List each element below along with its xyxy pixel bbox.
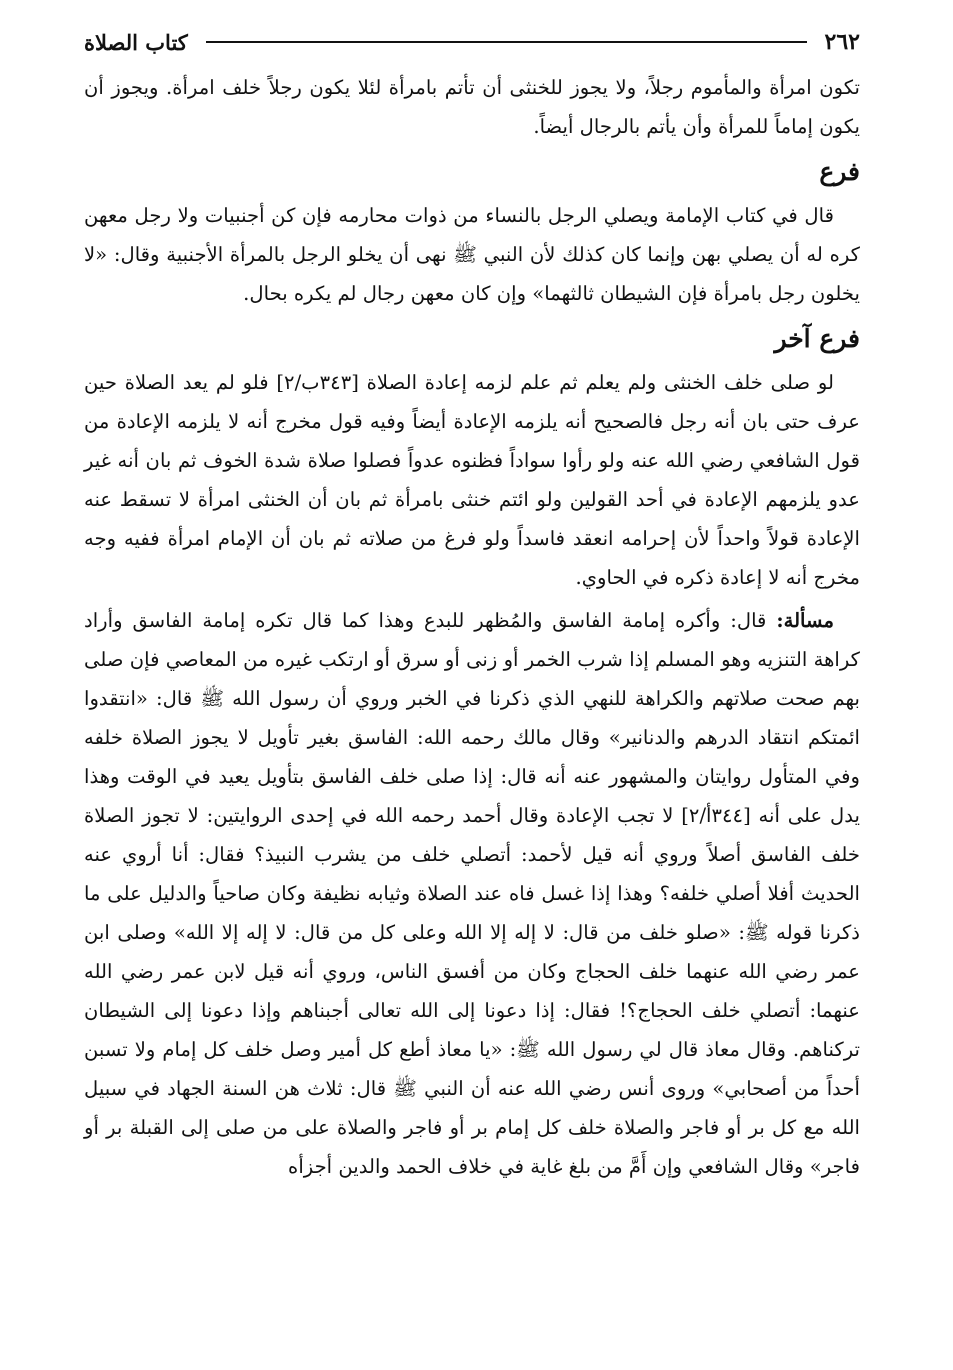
header-rule: [206, 41, 807, 43]
page-number: ٢٦٢: [824, 29, 860, 55]
masala-paragraph: [84, 601, 860, 1186]
masala-text: قال: وأكره إمامة الفاسق والمُظهر للبدع وهذا كما قال تكره إمامة الفاسق وأراد كراهة التنزيه وهو المسلم إذا شرب الخمر أو زنى أو سرق أو ارتكب غيره من المعاصي فإن صلى بهم صحت صلاتهم والكراهة للنهي الذي ذكرنا في الخبر وروي أن رسول الله ﷺ قال: «انتقدوا ائمتكم انتقاد الدرهم والدنانير» وقال مالك رحمه الله: الفاسق بغير تأويل لا يجوز الصلاة خلفه وفي المتأول روايتان والمشهور عنه أنه قال: إذا صلى خلف الفاسق بتأويل يعيد في الوقت وهذا يدل على أنه [٣٤٤أ/٢] لا تجب الإعادة وقال أحمد رحمه الله في إحدى الروايتين: لا تجوز الصلاة خلف الفاسق أصلاً وروي أنه قيل لأحمد: أتصلي خلف من يشرب النبيذ؟ فقال: أنا أروي عنه الحديث أفلا أصلي خلفه؟ وهذا إذا غسل فاه عند الصلاة وثيابه نظيفة وكان صاحياً والدليل على ما ذكرنا قوله ﷺ: «صلو خلف من قال: لا إله إلا الله وعلى كل من قال: لا إله إلا الله» وصلى ابن عمر رضي الله عنهما خلف الحجاج وكان من أفسق الناس، وروي أنه قيل لابن عمر رضي الله عنهما: أتصلي خلف الحجاج؟! فقال: إذا دعونا إلى الله تعالى أجبناهم وإذا دعونا إلى الشيطان تركناهم. وقال معاذ قال لي رسول الله ﷺ: «يا معاذ أطع كل أمير وصل خلف كل إمام ولا تسبن أحداً من أصحابي» وروى أنس رضي الله عنه أن النبي ﷺ قال: ثلاث هن السنة الجهاد في سبيل الله مع كل بر أو فاجر والصلاة خلف كل إمام بر أو فاجر والصلاة على من صلى إلى القبلة بر أو فاجر» وقال الشافعي وإن أَمَّ من بلغ غاية في خلاف الحمد والدين أجزأه: [84, 609, 860, 1178]
intro-paragraph: تكون امرأة والمأموم رجلاً، ولا يجوز للخنثى أن تأتم بامرأة لئلا يكون رجلاً خلف امرأة. ويجوز أن يكون إماماً للمرأة وأن يأتم بالرجال أيضاً.: [84, 76, 860, 138]
section-2-paragraph: لو صلى خلف الخنثى ولم يعلم ثم علم لزمه إعادة الصلاة [٣٤٣ب/٢] فلو لم يعد الصلاة حين عرف حتى بان أنه رجل فالصحيح أنه يلزمه الإعادة أيضاً وفيه قول مخرج أنه لا يلزمه الإعادة من قول الشافعي رضي الله عنه ولو رأوا سواداً فظنوه عدواً فصلوا صلاة شدة الخوف ثم بان أنه غير عدو يلزمهم الإعادة في أحد القولين ولو ائتم خنثى بامرأة ثم بان أن الخنثى امرأة لا تسقط عنه الإعادة قولاً واحداً لأن إحرامه انعقد فاسداً ولو فرغ من صلاته ثم بان أن الإمام امرأة ففيه وجه مخرج أنه لا إعادة ذكره في الحاوي.: [84, 371, 861, 589]
running-header: [84, 22, 860, 62]
book-title: كتاب الصلاة: [84, 29, 188, 55]
book-page: [84, 22, 860, 1186]
section-heading-far: فرع: [819, 157, 860, 186]
body-text: [84, 68, 860, 1186]
section-heading-far-akhar: فرع آخر: [774, 324, 860, 353]
masala-label: مسألة:: [776, 609, 834, 632]
section-1-paragraph: قال في كتاب الإمامة ويصلي الرجل بالنساء من ذوات محارمه فإن كن أجنبيات ولا رجل معهن كره له أن يصلي بهن وإنما كان كذلك لأن النبي ﷺ نهى أن يخلو الرجل بالمرأة الأجنبية وقال: «لا يخلون رجل بامرأة فإن الشيطان ثالثهما» وإن كان معهن رجال لم يكره بحال.: [84, 204, 860, 305]
